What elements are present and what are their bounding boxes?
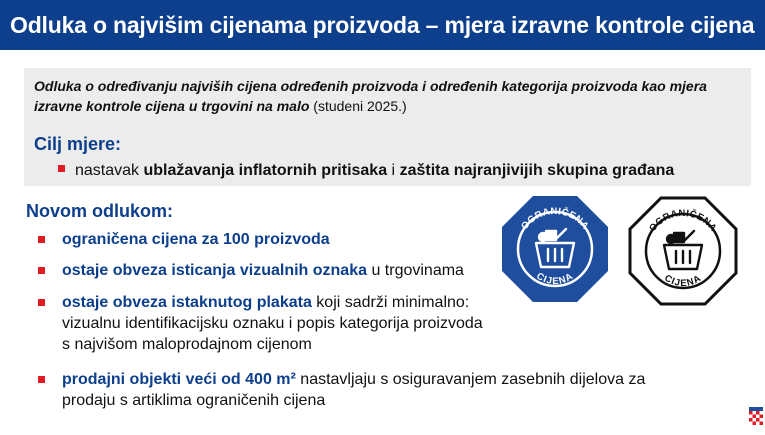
- item-rest: nastavljaju s osiguravanjem zasebnih dijelova za: [295, 371, 646, 388]
- cilj-prefix: nastavak: [75, 162, 144, 179]
- item-line2: vizualnu identifikacijsku oznaku i popis kategorija proizvoda: [62, 315, 483, 332]
- bullet-square-icon: [38, 236, 45, 243]
- item-rest: koji sadrži minimalno:: [311, 294, 470, 311]
- bullet-square-icon: [38, 299, 45, 306]
- item-bold: prodajni objekti veći od 400 m²: [62, 371, 296, 388]
- logo-bottom-text: CIJENA: [662, 272, 704, 290]
- cilj-bullet: [58, 162, 674, 180]
- cilj-bold1: ublažavanja inflatornih pritisaka: [143, 162, 388, 179]
- cilj-mid: i: [387, 162, 400, 179]
- intro-text: [34, 76, 734, 116]
- ogranicena-cijena-black-logo: [628, 196, 738, 306]
- bullet-square-icon: [38, 376, 45, 383]
- intro-line2: izravne kontrole cijena u trgovini na malo: [34, 98, 310, 114]
- intro-box: [24, 68, 751, 186]
- cilj-title: Cilj mjere:: [34, 134, 122, 154]
- intro-date: (studeni 2025.): [309, 98, 407, 114]
- logo-bottom-text: CIJENA: [534, 270, 576, 288]
- bullet-square-icon: [58, 165, 65, 172]
- logo-top-text: OGRANIČENA: [647, 207, 719, 234]
- bullet-square-icon: [38, 267, 45, 274]
- ogranicena-cijena-blue-logo: [500, 194, 610, 304]
- slide-header: [0, 0, 765, 50]
- item-bold: ostaje obveza istaknutog plakata: [62, 294, 312, 311]
- item-bold: ograničena cijena za 100 proizvoda: [62, 231, 330, 248]
- cilj-bold2: zaštita najranjivijih skupina građana: [399, 162, 675, 179]
- novom-title: Novom odlukom:: [26, 201, 173, 221]
- item-rest: u trgovinama: [367, 262, 464, 279]
- item-line2: prodaju s artiklima ograničenih cijena: [62, 392, 326, 409]
- croatia-coat-of-arms-icon: [749, 407, 763, 427]
- slide-title: Odluka o najvišim cijenama proizvoda – mjera izravne kontrole cijena: [10, 12, 755, 38]
- intro-line1: Odluka o određivanju najviših cijena određenih proizvoda i određenih kategorija proizvoda kao mjera: [34, 78, 707, 94]
- item-line3: s najvišom maloprodajnom cijenom: [62, 336, 312, 353]
- logo-top-text: OGRANIČENA: [519, 205, 591, 232]
- item-bold: ostaje obveza isticanja vizualnih oznaka: [62, 262, 367, 279]
